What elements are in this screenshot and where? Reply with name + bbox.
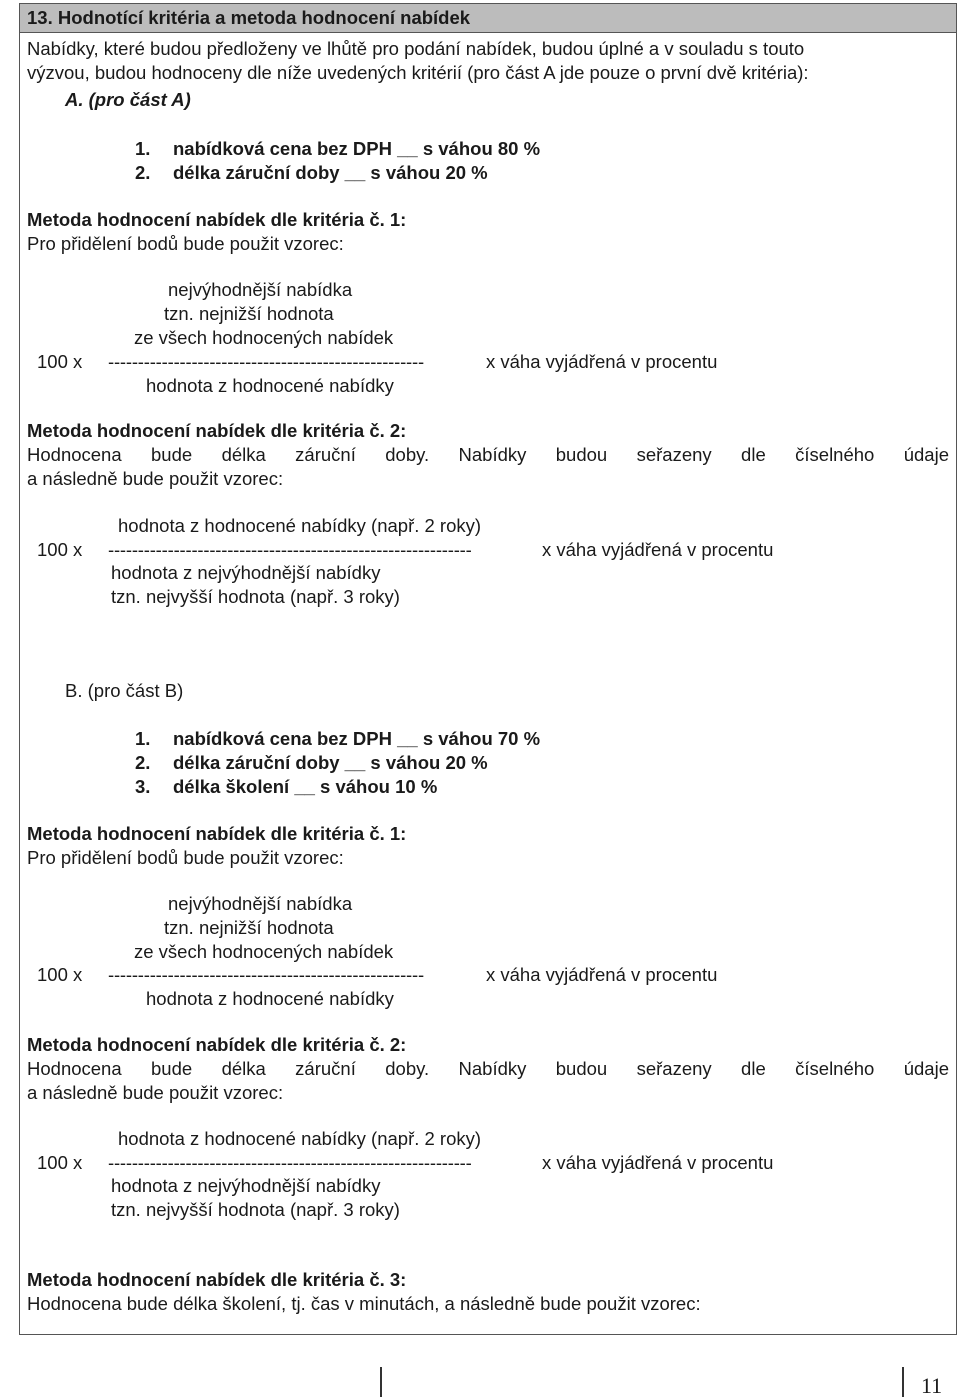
part-b-method-2-heading: Metoda hodnocení nabídek dle kritéria č. 2: [27, 1034, 407, 1055]
formula-b1-denominator: hodnota z hodnocené nabídky [146, 988, 394, 1009]
formula-b2-prefix: 100 x [37, 1152, 83, 1173]
part-b-method-3-heading: Metoda hodnocení nabídek dle kritéria č. 3: [27, 1269, 407, 1290]
formula-b1-numerator-1: nejvýhodnější nabídka [168, 893, 353, 914]
formula-a1-numerator-1: nejvýhodnější nabídka [168, 279, 353, 300]
formula-b2-numerator: hodnota z hodnocené nabídky (např. 2 roky) [118, 1128, 482, 1149]
formula-a2-numerator: hodnota z hodnocené nabídky (např. 2 roky) [118, 515, 482, 536]
part-a-method-2-heading: Metoda hodnocení nabídek dle kritéria č. 2: [27, 420, 407, 441]
formula-b2-denominator-2: tzn. nejvyšší hodnota (např. 3 roky) [111, 1199, 400, 1220]
part-a-method-1-intro: Pro přidělení bodů bude použit vzorec: [27, 233, 344, 254]
part-b-method-2-line-2: a následně bude použit vzorec: [27, 1082, 284, 1103]
intro-line-2: výzvou, budou hodnoceny dle níže uvedených kritérií (pro část A jde pouze o první dvě kritéria): [27, 62, 809, 83]
part-b-method-1-heading: Metoda hodnocení nabídek dle kritéria č. 1: [27, 823, 407, 844]
part-a-criterion-1-text: nabídková cena bez DPH __ s váhou 80 % [173, 138, 541, 159]
formula-b1-numerator-3: ze všech hodnocených nabídek [134, 941, 394, 962]
part-b-criterion-2-text: délka záruční doby __ s váhou 20 % [173, 752, 488, 773]
formula-a1-suffix: x váha vyjádřená v procentu [486, 351, 718, 372]
part-b-criterion-1-num: 1. [135, 728, 151, 749]
formula-b2-denominator-1: hodnota z nejvýhodnější nabídky [111, 1175, 381, 1196]
formula-a1-prefix: 100 x [37, 351, 83, 372]
part-a-method-1-heading: Metoda hodnocení nabídek dle kritéria č. 1: [27, 209, 407, 230]
page-number: 11 [921, 1373, 943, 1398]
formula-a1-denominator: hodnota z hodnocené nabídky [146, 375, 394, 396]
formula-a1-numerator-3: ze všech hodnocených nabídek [134, 327, 394, 348]
part-b-method-3-line-1: Hodnocena bude délka školení, tj. čas v minutách, a následně bude použit vzorec: [27, 1293, 701, 1314]
criteria-section-box [19, 3, 957, 1335]
part-a-heading: A. (pro část A) [65, 89, 191, 110]
formula-b1-prefix: 100 x [37, 964, 83, 985]
part-b-criterion-1-text: nabídková cena bez DPH __ s váhou 70 % [173, 728, 541, 749]
part-b-criterion-3-text: délka školení __ s váhou 10 % [173, 776, 438, 797]
footer-divider-left [380, 1367, 382, 1397]
formula-b1-suffix: x váha vyjádřená v procentu [486, 964, 718, 985]
formula-a2-suffix: x váha vyjádřená v procentu [542, 539, 774, 560]
part-b-criterion-3-num: 3. [135, 776, 151, 797]
part-a-criterion-2-text: délka záruční doby __ s váhou 20 % [173, 162, 488, 183]
part-b-criterion-2-num: 2. [135, 752, 151, 773]
intro-line-1: Nabídky, které budou předloženy ve lhůtě pro podání nabídek, budou úplné a v souladu s touto [27, 38, 805, 59]
part-b-method-1-intro: Pro přidělení bodů bude použit vzorec: [27, 847, 344, 868]
formula-a2-fraction-line: ------------------------------------------------------------- [108, 539, 472, 560]
part-a-criterion-2-num: 2. [135, 162, 151, 183]
section-title: 13. Hodnotící kritéria a metoda hodnocení nabídek [20, 4, 956, 33]
formula-a1-numerator-2: tzn. nejnižší hodnota [164, 303, 334, 324]
formula-b1-numerator-2: tzn. nejnižší hodnota [164, 917, 334, 938]
formula-b1-fraction-line: ----------------------------------------------------- [108, 964, 424, 985]
formula-a2-prefix: 100 x [37, 539, 83, 560]
formula-a2-denominator-2: tzn. nejvyšší hodnota (např. 3 roky) [111, 586, 400, 607]
formula-b2-fraction-line: ------------------------------------------------------------- [108, 1152, 472, 1173]
part-a-method-2-line-2: a následně bude použit vzorec: [27, 468, 284, 489]
formula-a1-fraction-line: ----------------------------------------------------- [108, 351, 424, 372]
part-a-criterion-1-num: 1. [135, 138, 151, 159]
formula-a2-denominator-1: hodnota z nejvýhodnější nabídky [111, 562, 381, 583]
part-b-heading: B. (pro část B) [65, 680, 184, 701]
formula-b2-suffix: x váha vyjádřená v procentu [542, 1152, 774, 1173]
part-a-method-2-line-1: Hodnocena bude délka záruční doby. Nabídky budou seřazeny dle číselného údaje [27, 444, 949, 465]
footer-divider-right [902, 1367, 904, 1397]
part-b-method-2-line-1: Hodnocena bude délka záruční doby. Nabídky budou seřazeny dle číselného údaje [27, 1058, 949, 1079]
